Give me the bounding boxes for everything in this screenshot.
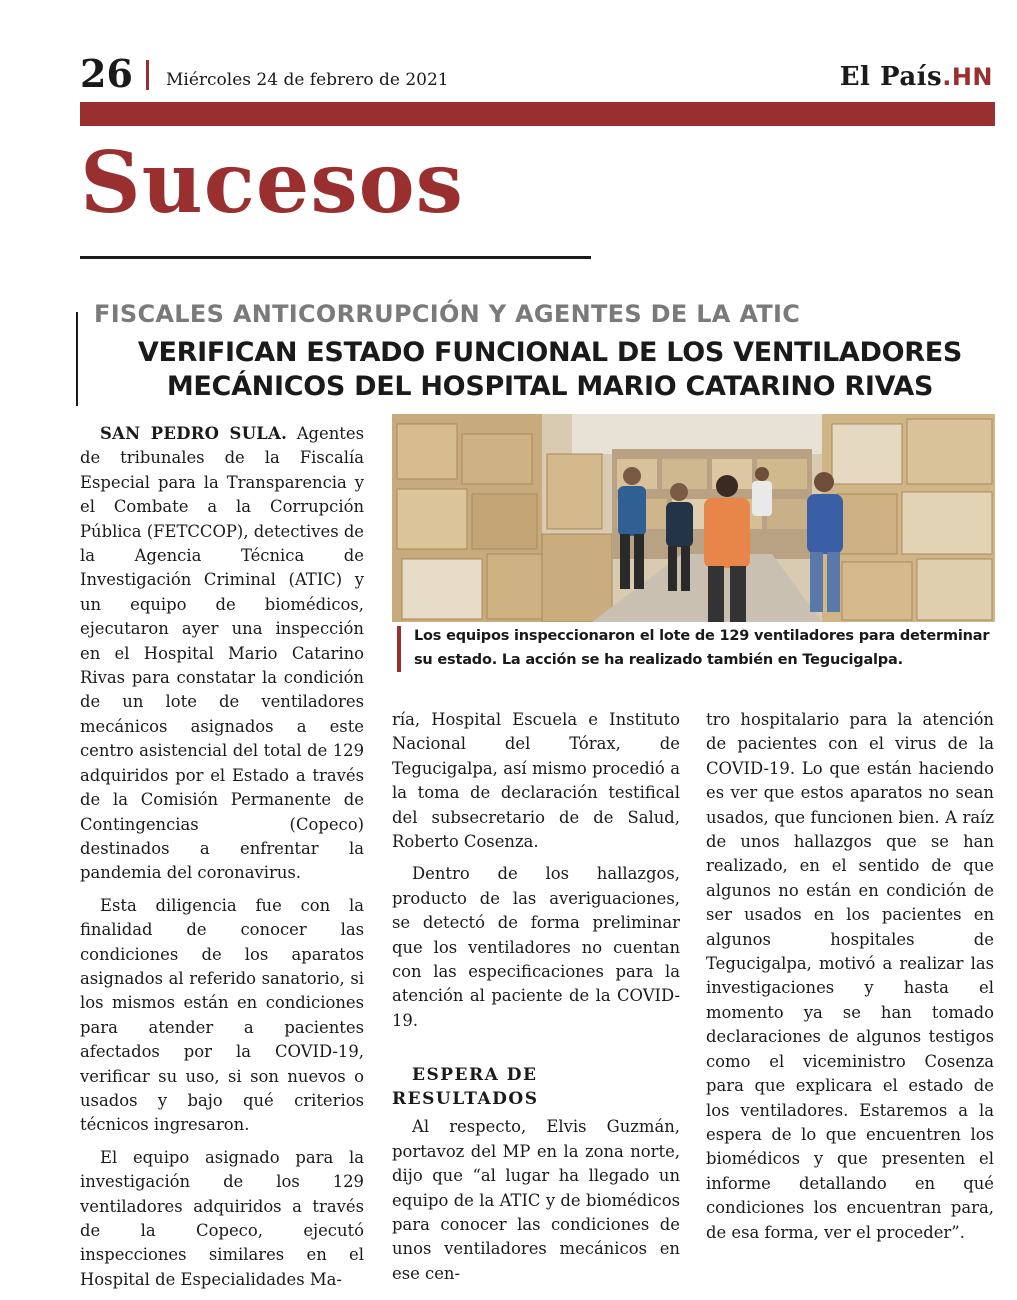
logo-main: El País [839,62,943,92]
paragraph-text: Agentes de tribunales de la Fiscalía Especial para la Transparencia y el Combate a la Corrupción Pública (FETCCOP), detectives de la Agencia Técnica de Investigación Criminal (ATIC) y un equipo de biomédicos, ejecutaron ayer una inspección en el Hospital Mario Catarino Rivas para constatar la condición de un lote de ventiladores mecánicos asignados a este centro asistencial del total de 129 adquiridos por el Estado a través de la Comisión Permanente de Contingencias (Copeco) destinados a enfrentar la pandemia del coronavirus. [80,424,365,883]
article-headline: VERIFICAN ESTADO FUNCIONAL DE LOS VENTILADORES MECÁNICOS DEL HOSPITAL MARIO CATARINO RIVAS [137,337,963,402]
article-kicker: FISCALES ANTICORRUPCIÓN Y AGENTES DE LA ATIC [94,300,801,328]
photo-caption: Los equipos inspeccionaron el lote de 129 ventiladores para determinar su estado. La acción se ha realizado también en Tegucigalpa. [414,628,990,668]
newspaper-logo [840,62,993,92]
issue-date: Miércoles 24 de febrero de 2021 [166,70,449,90]
page-number: 26 [80,51,133,96]
paragraph: Al respecto, Elvis Guzmán, portavoz del MP en la zona norte, dijo que “al lugar ha llegado un equipo de la ATIC y de biomédicos para conocer las condiciones de unos ventiladores mecánicos en ese cen- [392,1117,680,1283]
logo-suffix: .HN [942,63,993,91]
article-column-1 [80,422,364,1300]
section-rule [80,256,591,259]
article-column-2 [392,708,680,1294]
dateline: SAN PEDRO SULA. [100,424,288,443]
caption-bar [397,626,401,672]
section-title: Sucesos [80,133,464,232]
headline-bar [76,312,78,406]
article-column-3 [706,708,994,1253]
paragraph: El equipo asignado para la investigación de los 129 ventiladores adquiridos a través de la Copeco, ejecutó inspecciones similares en el Hospital de Especialidades Ma- [80,1147,364,1289]
article-photo [392,414,995,622]
paragraph: Dentro de los hallazgos, producto de las averiguaciones, se detectó de forma preliminar que los ventiladores no cuentan con las especificaciones para la atención al paciente de la COVID-19. [392,864,680,1030]
paragraph [80,422,364,886]
header-red-bar [80,102,995,126]
warehouse-photo-illustration [392,414,995,622]
paragraph: Esta diligencia fue con la finalidad de conocer las condiciones de los aparatos asignados al referido sanatorio, si los mismos están en condiciones para atender a pacientes afectados por la COVID-19, verificar su uso, si son nuevos o usados y bajo qué criterios técnicos ingresaron. [80,895,364,1135]
article-subhead: ESPERA DE RESULTADOS [392,1065,539,1110]
paragraph: ría, Hospital Escuela e Instituto Nacional del Tórax, de Tegucigalpa, así mismo procedió a la toma de declaración testifical del subsecretario de de Salud, Roberto Cosenza. [392,710,680,852]
paragraph: tro hospitalario para la atención de pacientes con el virus de la COVID-19. Lo que están haciendo es ver que estos aparatos no sean usados, que funcionen bien. A raíz de unos hallazgos que se han realizado, en el sentido de que algunos no están en condición de ser usados en los pacientes en algunos hospitales de Tegucigalpa, motivó a realizar las investigaciones y hasta el momento ya se han tomado declaraciones de algunos testigos como el viceministro Cosenza para que explicara el estado de los ventiladores. Estaremos a la espera de lo que encuentren los biomédicos y que presenten el informe detallando en qué condiciones los encuentran para, de esa forma, ver el proceder”. [706,710,994,1242]
header-divider [146,60,149,90]
